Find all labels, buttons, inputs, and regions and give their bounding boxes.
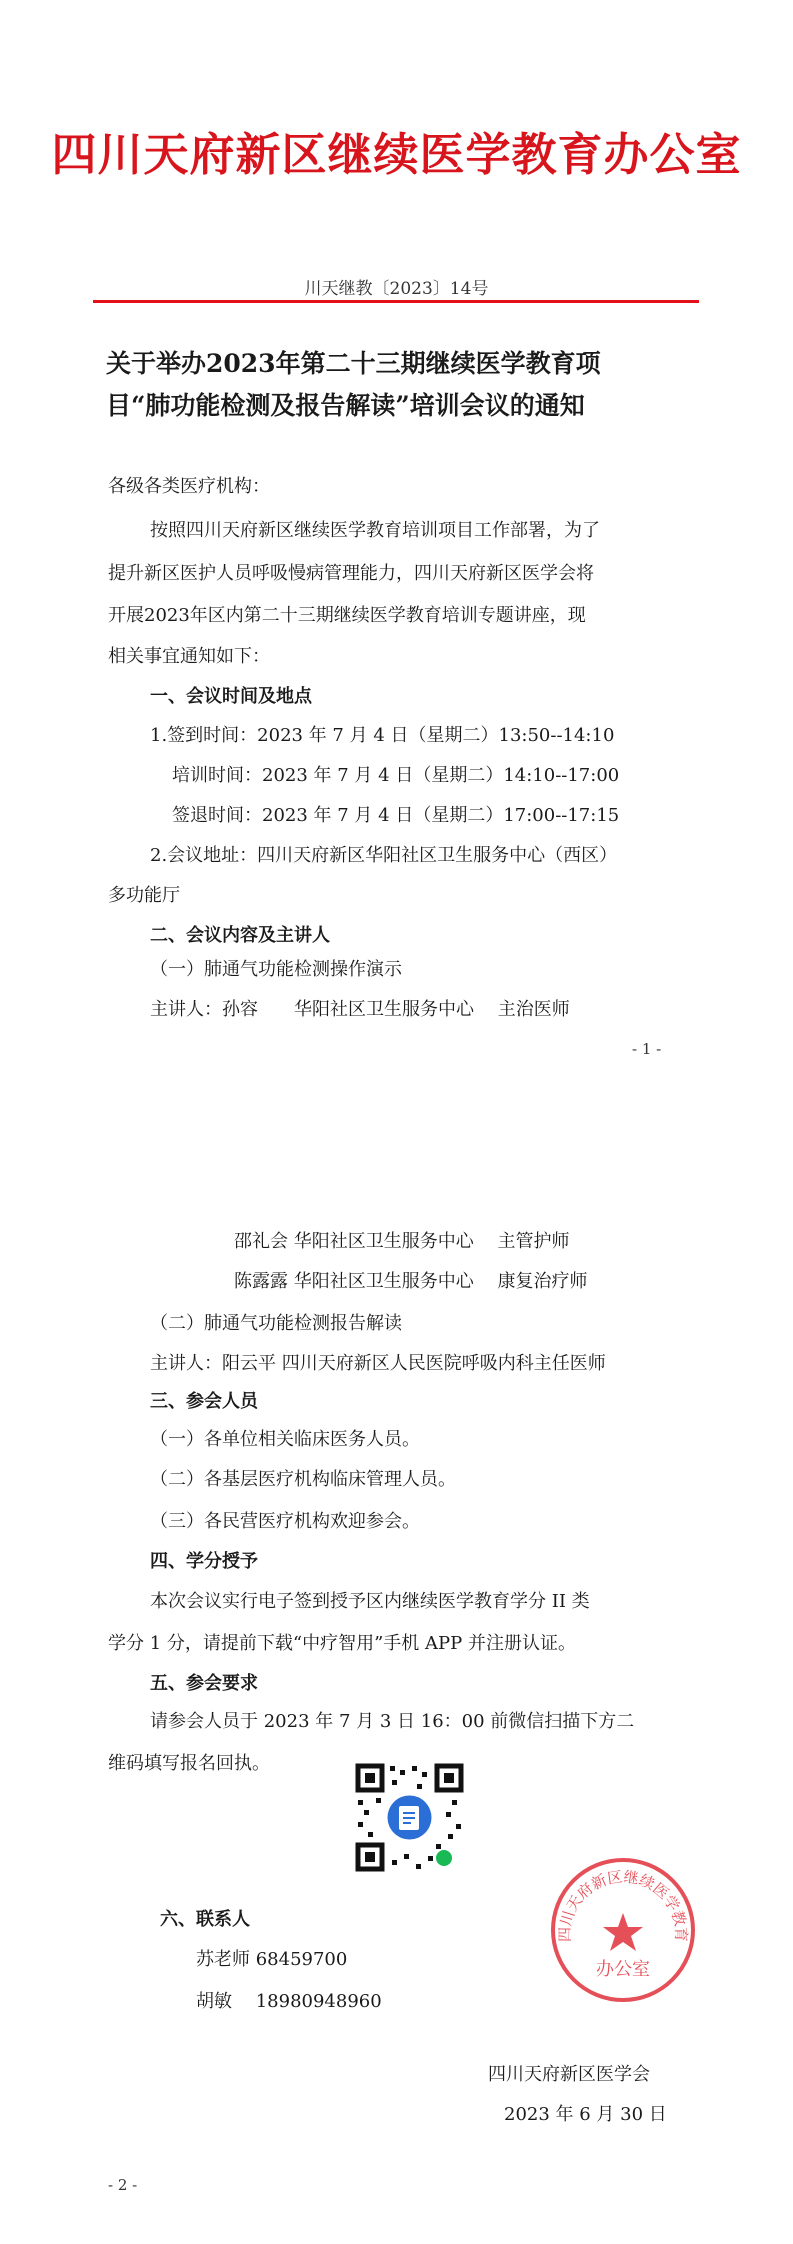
attendee-item2: （二）各基层医疗机构临床管理人员。 (150, 1469, 456, 1490)
org-title: 四川天府新区继续医学教育办公室 (51, 128, 742, 181)
salutation: 各级各类医疗机构： (108, 476, 270, 497)
intro-line4: 相关事宜通知如下： (108, 646, 270, 667)
intro-line3: 开展2023年区内第二十三期继续医学教育培训专题讲座，现 (108, 605, 586, 626)
section5-title: 五、参会要求 (150, 1673, 258, 1694)
contact-2: 胡敏 18980948960 (196, 1991, 382, 2012)
intro-line2: 提升新区医护人员呼吸慢病管理能力，四川天府新区医学会将 (108, 563, 594, 584)
requirement-line1: 请参会人员于 2023 年 7 月 3 日 16：00 前微信扫描下方二 (150, 1711, 635, 1732)
speaker3: 陈露露 华阳社区卫生服务中心 康复治疗师 (234, 1271, 588, 1292)
page-number-2: - 2 - (108, 2176, 138, 2194)
attendee-item3: （三）各民营医疗机构欢迎参会。 (150, 1511, 420, 1532)
credit-line2: 学分 1 分，请提前下载“中疗智用”手机 APP 并注册认证。 (108, 1633, 576, 1654)
svg-text:办公室: 办公室 (596, 1959, 650, 1980)
official-seal (548, 1855, 698, 2005)
notice-title-line1: 关于举办2023年第二十三期继续医学教育项 (106, 349, 601, 378)
speaker4: 主讲人：阳云平 四川天府新区人民医院呼吸内科主任医师 (150, 1353, 606, 1374)
section4-title: 四、学分授予 (150, 1551, 258, 1572)
speaker2: 邵礼会 华阳社区卫生服务中心 主管护师 (234, 1231, 570, 1252)
page-number-1: - 1 - (632, 1040, 662, 1058)
checkin-time: 1.签到时间：2023 年 7 月 4 日（星期二）13:50--14:10 (150, 725, 615, 746)
section3-title: 三、参会人员 (150, 1391, 258, 1412)
content-item1: （一）肺通气功能检测操作演示 (150, 959, 402, 980)
doc-number: 川天继教〔2023〕14号 (304, 279, 489, 299)
attendee-item1: （一）各单位相关临床医务人员。 (150, 1429, 420, 1450)
red-divider (93, 300, 699, 303)
training-time: 培训时间：2023 年 7 月 4 日（星期二）14:10--17:00 (172, 765, 620, 786)
intro-line1: 按照四川天府新区继续医学教育培训项目工作部署，为了 (150, 520, 600, 541)
speaker1: 主讲人：孙容 华阳社区卫生服务中心 主治医师 (150, 999, 570, 1020)
content-item2: （二）肺通气功能检测报告解读 (150, 1313, 402, 1334)
checkout-time: 签退时间：2023 年 7 月 4 日（星期二）17:00--17:15 (172, 805, 620, 826)
signature-date: 2023 年 6 月 30 日 (504, 2104, 667, 2125)
notice-title-line2: 目“肺功能检测及报告解读”培训会议的通知 (106, 391, 585, 420)
address-line1: 2.会议地址：四川天府新区华阳社区卫生服务中心（西区） (150, 845, 618, 866)
signature-org: 四川天府新区医学会 (488, 2064, 650, 2085)
requirement-line2: 维码填写报名回执。 (108, 1753, 270, 1774)
qr-code-icon[interactable] (352, 1760, 467, 1875)
credit-line1: 本次会议实行电子签到授予区内继续医学教育学分 II 类 (150, 1591, 590, 1612)
section1-title: 一、会议时间及地点 (150, 686, 312, 707)
svg-text:四川天府新区继续医学教育: 四川天府新区继续医学教育 (555, 1867, 691, 1943)
section2-title: 二、会议内容及主讲人 (150, 925, 330, 946)
notice-title (106, 343, 601, 427)
section6-title: 六、联系人 (160, 1909, 250, 1930)
contact-1: 苏老师 68459700 (196, 1949, 348, 1970)
address-line2: 多功能厅 (108, 885, 180, 906)
